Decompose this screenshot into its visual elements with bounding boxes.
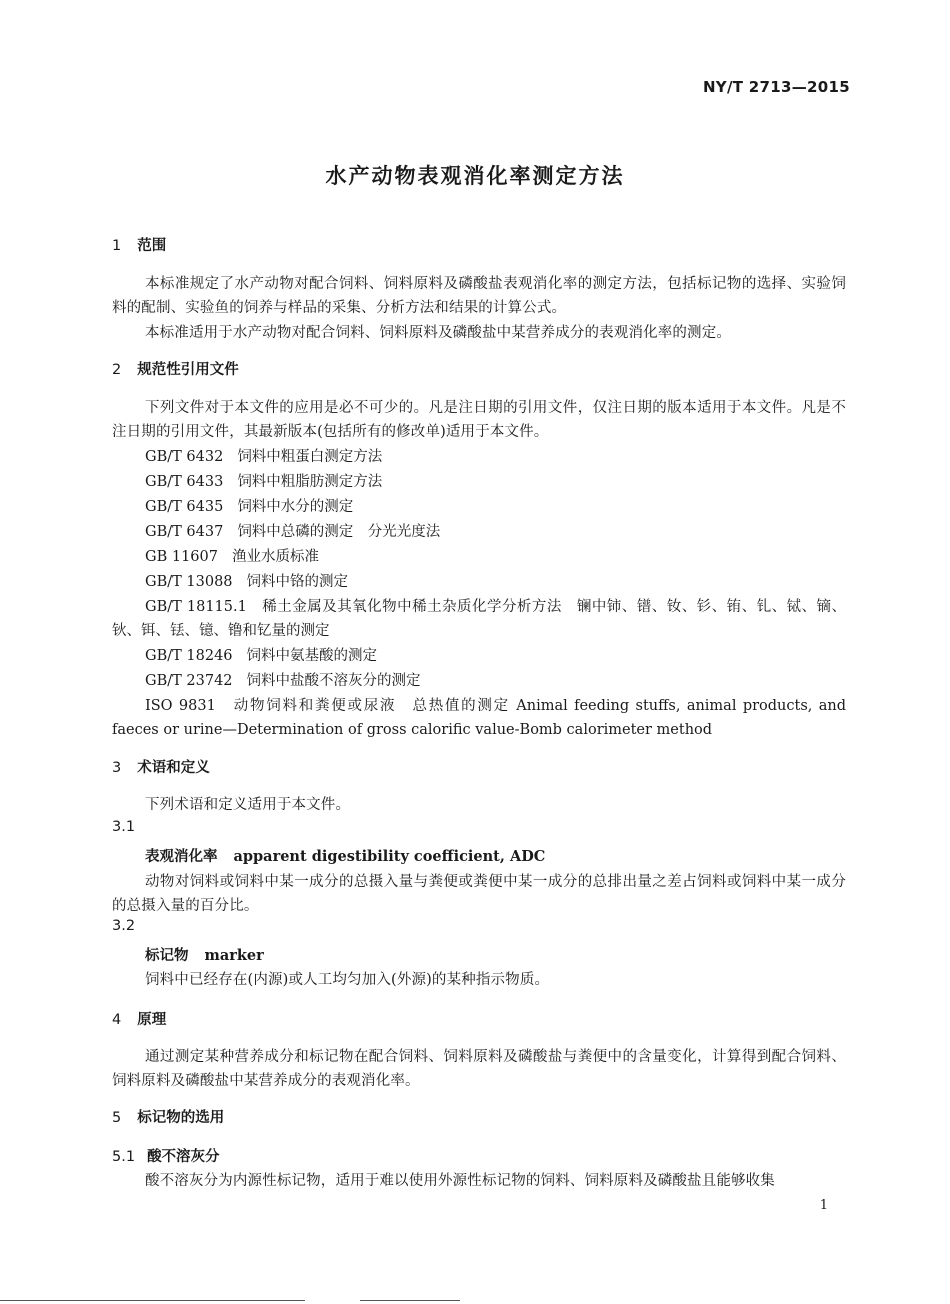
section-title: 范围: [137, 238, 167, 254]
term-number: 3.2: [112, 918, 136, 934]
reference-code: GB/T 6435: [145, 499, 224, 515]
term-number: 3.1: [112, 819, 136, 835]
reference-title: 渔业水质标准: [231, 549, 319, 565]
footer-rule: [0, 1300, 305, 1301]
reference-item: [145, 570, 348, 591]
section-5-heading: [112, 1106, 224, 1127]
reference-item: [145, 520, 440, 541]
section-5-paragraph-1: 酸不溶灰分为内源性标记物，适用于难以使用外源性标记物的饲料、饲料原料及磷酸盐且能够收集: [145, 1173, 775, 1189]
reference-title: 饲料中氨基酸的测定: [246, 648, 378, 664]
reference-code: GB 11607: [145, 549, 218, 565]
section-3-heading: [112, 756, 210, 777]
section-1-paragraph-2: 本标准适用于水产动物对配合饲料、饲料原料及磷酸盐中某营养成分的表观消化率的测定。: [145, 325, 731, 341]
term-english: marker: [204, 947, 264, 964]
section-title: 规范性引用文件: [137, 362, 239, 378]
section-number: 2: [112, 362, 122, 378]
section-title: 标记物的选用: [137, 1110, 225, 1126]
reference-item: [145, 470, 382, 491]
section-number: 3: [112, 760, 122, 776]
reference-title: 饲料中盐酸不溶灰分的测定: [246, 673, 421, 689]
subsection-5-1-heading: [112, 1145, 220, 1166]
section-1-paragraph-1: 本标准规定了水产动物对配合饲料、饲料原料及磷酸盐表观消化率的测定方法，包括标记物的选择、实验饲料的配制、实验鱼的饲养与样品的采集、分析方法和结果的计算公式。: [112, 276, 846, 316]
section-number: 4: [112, 1012, 122, 1028]
section-4-heading: [112, 1008, 166, 1029]
reference-item: [145, 545, 319, 566]
term-definition: 饲料中已经存在(内源)或人工均匀加入(外源)的某种指示物质。: [145, 972, 550, 988]
reference-code: GB/T 18246: [145, 648, 233, 664]
section-number: 1: [112, 238, 122, 254]
subsection-title: 酸不溶灰分: [147, 1149, 220, 1165]
section-2-heading: [112, 358, 239, 379]
reference-title: 饲料中粗蛋白测定方法: [237, 449, 383, 465]
subsection-number: 5.1: [112, 1149, 136, 1165]
reference-code: GB/T 6433: [145, 474, 224, 490]
reference-title: 饲料中总磷的测定 分光光度法: [237, 524, 441, 540]
reference-item: [145, 445, 382, 466]
term-chinese: 表观消化率: [145, 849, 218, 865]
standard-number: NY/T 2713—2015: [702, 78, 850, 96]
reference-title: 饲料中水分的测定: [237, 499, 354, 515]
term-heading: [145, 845, 545, 866]
reference-item-iso: ISO 9831 动物饲料和粪便或尿液 总热值的测定 Animal feeding stuffs, animal products, and faeces or urine—Determination of gross calorific value-Bomb calorimeter method: [112, 698, 846, 738]
reference-code: GB/T 13088: [145, 574, 233, 590]
reference-item: [145, 495, 353, 516]
section-title: 术语和定义: [137, 760, 210, 776]
section-1-heading: [112, 234, 166, 255]
section-number: 5: [112, 1110, 122, 1126]
document-title: 水产动物表观消化率测定方法: [325, 164, 625, 188]
reference-code: GB/T 6437: [145, 524, 224, 540]
reference-title: 饲料中铬的测定: [246, 574, 349, 590]
term-definition: 动物对饲料或饲料中某一成分的总摄入量与粪便或粪便中某一成分的总排出量之差占饲料或饲料中某一成分的总摄入量的百分比。: [112, 874, 846, 914]
term-chinese: 标记物: [145, 948, 189, 964]
section-2-paragraph-1: 下列文件对于本文件的应用是必不可少的。凡是注日期的引用文件，仅注日期的版本适用于本文件。凡是不注日期的引用文件，其最新版本(包括所有的修改单)适用于本文件。: [112, 400, 846, 440]
page-number: 1: [819, 1198, 828, 1213]
reference-item: [145, 644, 377, 665]
reference-item: [145, 669, 421, 690]
reference-code: GB/T 23742: [145, 673, 233, 689]
section-title: 原理: [137, 1012, 167, 1028]
section-3-paragraph-1: 下列术语和定义适用于本文件。: [145, 797, 351, 813]
footer-rule: [360, 1300, 460, 1301]
reference-code: GB/T 6432: [145, 449, 224, 465]
reference-item-long: GB/T 18115.1 稀土金属及其氧化物中稀土杂质化学分析方法 镧中铈、镨、钕、钐、铕、钆、铽、镝、钬、铒、铥、镱、镥和钇量的测定: [112, 599, 846, 639]
reference-title: 饲料中粗脂肪测定方法: [237, 474, 383, 490]
term-english: apparent digestibility coefficient, ADC: [233, 848, 546, 865]
section-4-paragraph-1: 通过测定某种营养成分和标记物在配合饲料、饲料原料及磷酸盐与粪便中的含量变化，计算得到配合饲料、饲料原料及磷酸盐中某营养成分的表观消化率。: [112, 1049, 846, 1089]
term-heading: [145, 944, 264, 965]
